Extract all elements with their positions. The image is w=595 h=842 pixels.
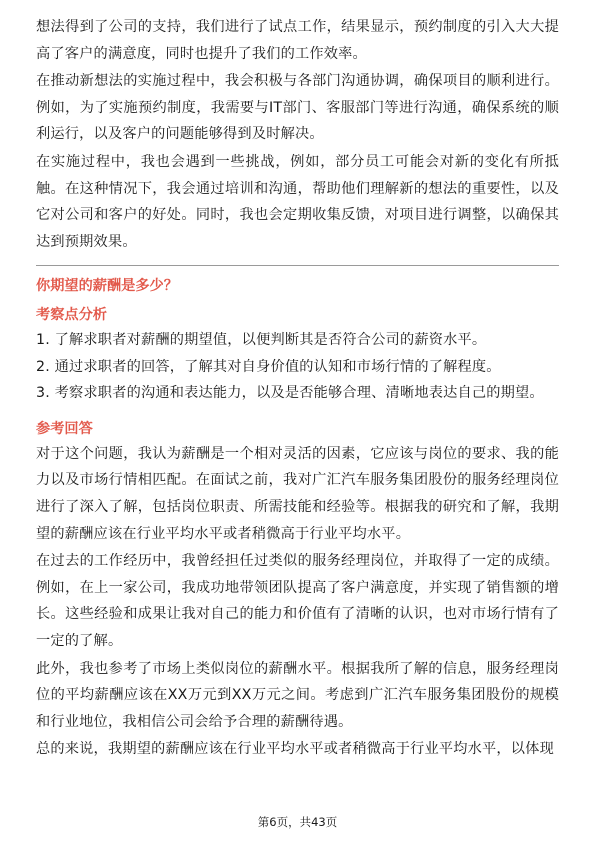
page-number: 第6页，共43页 (257, 815, 338, 829)
answer-paragraph: 对于这个问题，我认为薪酬是一个相对灵活的因素，它应该与岗位的要求、我的能力以及市场行情相匹配。在面试之前，我对广汇汽车服务集团股份的服务经理岗位进行了深入了解，包括岗位职责、所需技能和经验等。根据我的研究和了解，我期望的薪酬应该在行业平均水平或者稍微高于行业平均水平。 (36, 445, 559, 542)
intro-paragraph: 在实施过程中，我也会遇到一些挑战，例如，部分员工可能会对新的变化有所抵触。在这种情况下，我会通过培训和沟通，帮助他们理解新的想法的重要性，以及它对公司和客户的好处。同时，我也会定期收集反馈，对项目进行调整，以确保其达到预期效果。 (36, 153, 559, 250)
answer-paragraph: 在过去的工作经历中，我曾经担任过类似的服务经理岗位，并取得了一定的成绩。例如，在上一家公司，我成功地带领团队提高了客户满意度，并实现了销售额的增长。这些经验和成果让我对自己的能力和价值有了清晰的认识，也对市场行情有了一定的了解。 (36, 553, 559, 649)
analysis-point: 2. 通过求职者的回答，了解其对自身价值的认知和市场行情的了解程度。 (36, 358, 501, 375)
intro-paragraph: 想法得到了公司的支持，我们进行了试点工作，结果显示，预约制度的引入大大提高了客户的满意度，同时也提升了我们的工作效率。 (36, 19, 559, 62)
intro-paragraph: 在推动新想法的实施过程中，我会积极与各部门沟通协调，确保项目的顺利进行。例如，为了实施预约制度，我需要与IT部门、客服部门等进行沟通，确保系统的顺利运行，以及客户的问题能够得到及时解决。 (36, 73, 559, 143)
analysis-point: 3. 考察求职者的沟通和表达能力，以及是否能够合理、清晰地表达自己的期望。 (36, 385, 544, 402)
answer-paragraph: 此外，我也参考了市场上类似岗位的薪酬水平。根据我所了解的信息，服务经理岗位的平均薪酬应该在XX万元到XX万元之间。考虑到广汇汽车服务集团股份的规模和行业地位，我相信公司会给予合理的薪酬待遇。 (36, 660, 559, 730)
section-divider (36, 265, 559, 266)
analysis-label: 考察点分析 (36, 307, 107, 324)
analysis-point: 1. 了解求职者对薪酬的期望值，以便判断其是否符合公司的薪资水平。 (36, 332, 487, 349)
spacer (36, 407, 559, 417)
answer-label: 参考回答 (36, 420, 93, 437)
analysis-list (36, 327, 559, 407)
page-content (36, 14, 559, 764)
question-heading: 你期望的薪酬是多少？ (36, 278, 178, 295)
answer-paragraph: 总的来说，我期望的薪酬应该在行业平均水平或者稍微高于行业平均水平，以体现 (36, 741, 554, 758)
